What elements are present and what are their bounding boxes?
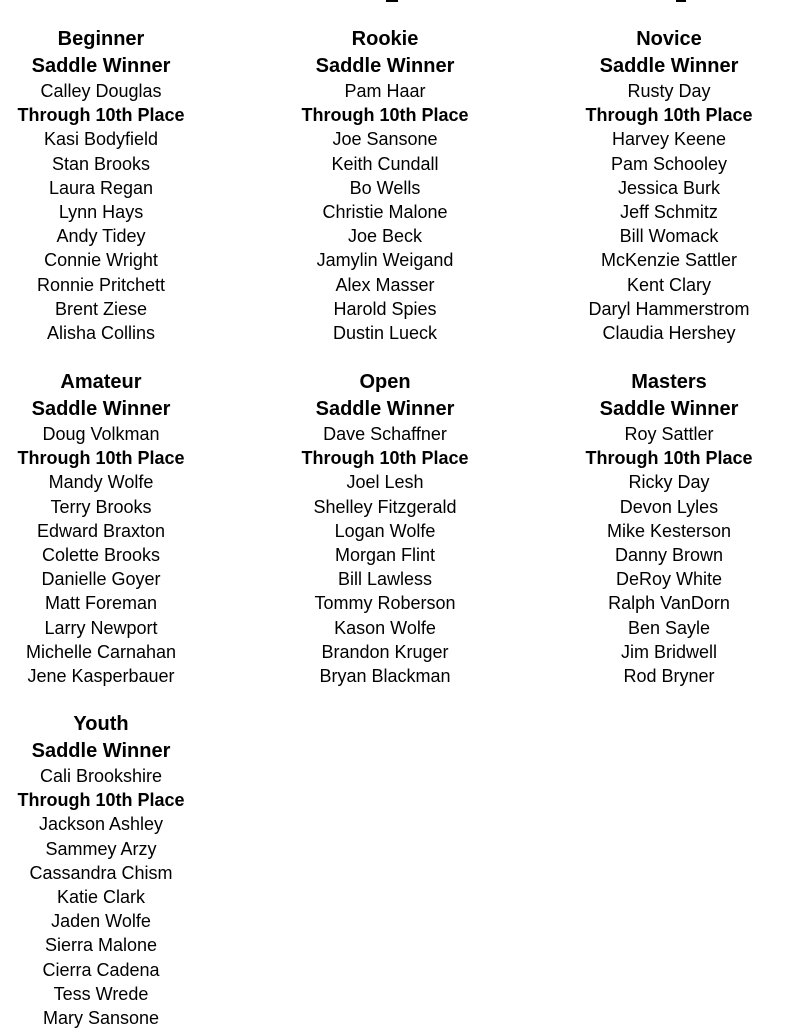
placing-name: Danny Brown <box>614 545 724 566</box>
placing-name: Mary Sansone <box>42 1008 160 1029</box>
division-title: Amateur <box>60 371 142 393</box>
placing-name: Jaden Wolfe <box>51 911 151 932</box>
placing-name: Kason Wolfe <box>334 617 436 638</box>
saddle-winner-name: Dave Schaffner <box>323 424 447 444</box>
placing-name: Brent Ziese <box>54 298 148 319</box>
saddle-winner-heading: Saddle Winner <box>31 397 171 420</box>
placing-name: Shelley Fitzgerald <box>313 496 457 517</box>
placing-name: Danielle Goyer <box>41 569 161 590</box>
placing-name: Bill Womack <box>619 226 719 247</box>
placing-name: Michelle Carnahan <box>25 641 177 662</box>
saddle-winner-heading: Saddle Winner <box>31 54 171 77</box>
saddle-winner-name: Roy Sattler <box>624 424 714 444</box>
placing-name: Rod Bryner <box>623 666 715 687</box>
placing-name: Bill Lawless <box>337 569 433 590</box>
cropped-heading-fragment <box>0 0 800 2</box>
division-title: Novice <box>636 28 702 50</box>
cropped-glyph <box>676 0 686 2</box>
division-youth <box>1 711 201 1030</box>
saddle-winner-name: Cali Brookshire <box>39 766 163 786</box>
placings-list <box>1 812 201 1030</box>
placing-name: Katie Clark <box>56 887 146 908</box>
placing-name: Jene Kasperbauer <box>27 666 175 687</box>
placing-name: Terry Brooks <box>50 496 152 517</box>
through-10th-heading: Through 10th Place <box>585 105 753 126</box>
placing-name: Morgan Flint <box>334 545 436 566</box>
saddle-winner-heading: Saddle Winner <box>31 739 171 762</box>
division-title: Beginner <box>57 28 145 50</box>
saddle-winner-heading: Saddle Winner <box>315 54 455 77</box>
through-10th-heading: Through 10th Place <box>585 448 753 469</box>
placing-name: Keith Cundall <box>331 153 439 174</box>
placing-name: Harold Spies <box>333 298 437 319</box>
placing-name: Kasi Bodyfield <box>43 129 159 150</box>
placing-name: DeRoy White <box>615 569 723 590</box>
placing-name: Tess Wrede <box>53 983 149 1004</box>
placing-name: Colette Brooks <box>41 545 161 566</box>
placing-name: Ralph VanDorn <box>608 593 730 614</box>
placing-name: McKenzie Sattler <box>600 250 738 271</box>
division-novice <box>569 26 769 345</box>
placing-name: Bryan Blackman <box>319 666 451 687</box>
placing-name: Devon Lyles <box>619 496 719 517</box>
placings-list <box>569 470 769 688</box>
placing-name: Pam Schooley <box>610 153 728 174</box>
division-title: Open <box>359 371 411 393</box>
placing-name: Tommy Roberson <box>314 593 456 614</box>
through-10th-heading: Through 10th Place <box>17 448 185 469</box>
placing-name: Joe Sansone <box>332 129 438 150</box>
placing-name: Ricky Day <box>628 472 710 493</box>
division-masters <box>569 369 769 688</box>
saddle-winner-heading: Saddle Winner <box>599 54 739 77</box>
placing-name: Kent Clary <box>626 274 712 295</box>
saddle-winner-heading: Saddle Winner <box>315 397 455 420</box>
placing-name: Bo Wells <box>349 177 421 198</box>
placings-list <box>285 470 485 688</box>
saddle-winner-name: Pam Haar <box>344 81 426 101</box>
saddle-winner-name: Rusty Day <box>627 81 711 101</box>
through-10th-heading: Through 10th Place <box>301 105 469 126</box>
placing-name: Claudia Hershey <box>602 323 736 344</box>
division-title: Rookie <box>351 28 419 50</box>
placing-name: Sammey Arzy <box>45 838 157 859</box>
division-title: Masters <box>631 371 707 393</box>
placing-name: Andy Tidey <box>56 226 146 247</box>
placings-list <box>285 127 485 345</box>
placing-name: Ronnie Pritchett <box>36 274 166 295</box>
placing-name: Jeff Schmitz <box>620 202 718 223</box>
placings-list <box>569 127 769 345</box>
placing-name: Lynn Hays <box>58 202 144 223</box>
placing-name: Sierra Malone <box>44 935 158 956</box>
placing-name: Mike Kesterson <box>606 520 732 541</box>
placing-name: Ben Sayle <box>627 617 711 638</box>
saddle-winner-name: Doug Volkman <box>42 424 160 444</box>
division-open <box>285 369 485 688</box>
placing-name: Jim Bridwell <box>620 641 717 662</box>
division-rookie <box>285 26 485 345</box>
placing-name: Jamylin Weigand <box>316 250 454 271</box>
placing-name: Laura Regan <box>48 177 154 198</box>
placing-name: Connie Wright <box>44 250 158 271</box>
placing-name: Matt Foreman <box>44 593 158 614</box>
placing-name: Daryl Hammerstrom <box>588 298 750 319</box>
placing-name: Joel Lesh <box>346 472 424 493</box>
placing-name: Alex Masser <box>335 274 435 295</box>
placing-name: Jessica Burk <box>617 177 721 198</box>
saddle-winner-name: Calley Douglas <box>40 81 162 101</box>
division-beginner <box>1 26 201 345</box>
placing-name: Mandy Wolfe <box>48 472 154 493</box>
placing-name: Edward Braxton <box>36 520 166 541</box>
division-amateur <box>1 369 201 688</box>
placing-name: Christie Malone <box>322 202 448 223</box>
placing-name: Joe Beck <box>347 226 423 247</box>
placings-list <box>1 470 201 688</box>
through-10th-heading: Through 10th Place <box>301 448 469 469</box>
through-10th-heading: Through 10th Place <box>17 790 185 811</box>
division-title: Youth <box>73 713 129 735</box>
placing-name: Brandon Kruger <box>321 641 449 662</box>
placings-list <box>1 127 201 345</box>
saddle-winner-heading: Saddle Winner <box>599 397 739 420</box>
placing-name: Jackson Ashley <box>38 814 164 835</box>
cropped-glyph <box>386 0 398 2</box>
placing-name: Stan Brooks <box>51 153 151 174</box>
placing-name: Alisha Collins <box>46 323 156 344</box>
placing-name: Larry Newport <box>44 617 158 638</box>
placing-name: Harvey Keene <box>611 129 727 150</box>
placing-name: Dustin Lueck <box>332 323 438 344</box>
through-10th-heading: Through 10th Place <box>17 105 185 126</box>
placing-name: Cierra Cadena <box>42 959 160 980</box>
placing-name: Logan Wolfe <box>334 520 436 541</box>
placing-name: Cassandra Chism <box>29 862 173 883</box>
